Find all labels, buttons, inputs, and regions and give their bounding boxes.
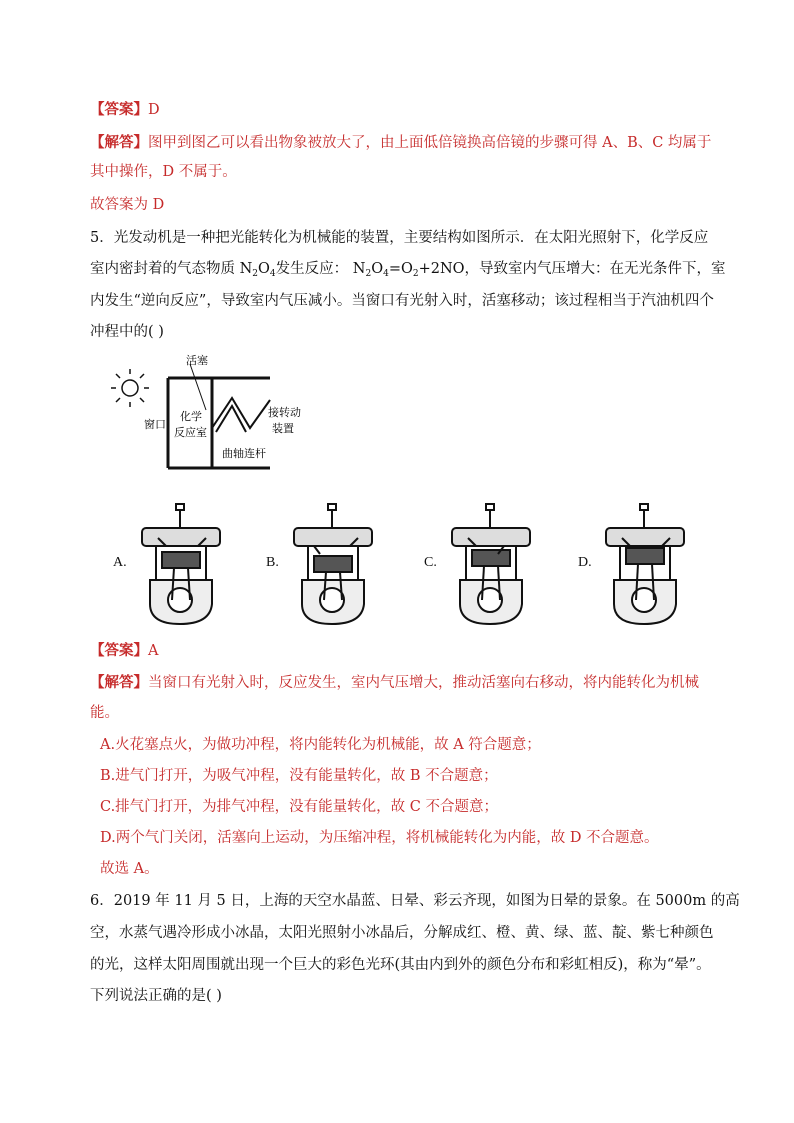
label-rotate-2: 装置 (272, 422, 294, 435)
answer-tag: 【答案】 (90, 642, 148, 659)
q5-text: +2NO，导致室内气压增大：在无光条件下，室 (418, 261, 726, 277)
label-piston: 活塞 (186, 354, 208, 367)
q5-line-3: 内发生“逆向反应”，导致室内气压减小。当窗口有光射入时，活塞移动；该过程相当于汽油机四个 (90, 293, 714, 309)
explain-5-option-d: D.两个气门关闭，活塞向上运动，为压缩冲程，将机械能转化为内能，故 D 不合题意。 (100, 830, 659, 846)
explain-tag: 【解答】 (90, 134, 148, 151)
label-chamber-1: 化学 (180, 410, 202, 423)
explain-5-option-a: A.火花塞点火，为做功冲程，将内能转化为机械能，故 A 符合题意； (100, 737, 541, 753)
light-engine-diagram (110, 350, 320, 485)
q6-line-4: 下列说法正确的是( ) (90, 988, 222, 1004)
explain-4-line-2: 其中操作，D 不属于。 (90, 164, 237, 180)
label-crank: 曲轴连杆 (222, 447, 266, 460)
q6-line-2: 空，水蒸气遇冷形成小冰晶，太阳光照射小冰晶后，分解成红、橙、黄、绿、蓝、靛、紫七种颜色 (90, 925, 714, 941)
answer-5-line (90, 641, 158, 661)
q6-line-3: 的光，这样太阳周围就出现一个巨大的彩色光环(其由内到外的颜色分布和彩虹相反)，称为“晕”。 (90, 957, 711, 973)
subscript: 2 (252, 269, 259, 279)
option-c-label: C. (424, 555, 437, 570)
answer-value: A (148, 643, 159, 659)
subscript: 2 (365, 269, 372, 279)
piston-pointer (190, 364, 206, 410)
answer-tag: 【答案】 (90, 101, 148, 118)
explain-4-line-1 (90, 133, 711, 153)
q5-text: =O (388, 261, 413, 277)
sun-icon (111, 369, 149, 407)
option-b-label: B. (266, 555, 279, 570)
label-window: 窗口 (144, 418, 166, 431)
option-a-label: A. (113, 555, 127, 570)
subscript: 4 (269, 269, 276, 279)
engine-c-image (438, 500, 558, 630)
subscript: 4 (383, 269, 389, 279)
explain-text: 图甲到图乙可以看出物象被放大了，由上面低倍镜换高倍镜的步骤可得 A、B、C 均属于 (148, 135, 712, 151)
q5-text: O (258, 261, 270, 277)
explain-5-line-1 (90, 673, 699, 693)
answer-4-line (90, 100, 160, 120)
label-rotate-1: 接转动 (268, 406, 301, 419)
q5-line-1: 5．光发动机是一种把光能转化为机械能的装置，主要结构如图所示．在太阳光照射下，化学反应 (90, 230, 709, 246)
q5-line-2 (90, 259, 726, 284)
explain-tag: 【解答】 (90, 674, 148, 691)
subscript: 2 (412, 269, 419, 279)
explain-5-option-b: B.进气门打开，为吸气冲程，没有能量转化，故 B 不合题意； (100, 768, 498, 784)
q5-text: 发生反应： N (275, 261, 366, 277)
explain-5-option-c: C.排气门打开，为排气冲程，没有能量转化，故 C 不合题意； (100, 799, 498, 815)
option-d-label: D. (578, 555, 592, 570)
explain-text: 当窗口有光射入时，反应发生，室内气压增大，推动活塞向右移动，将内能转化为机械 (148, 675, 699, 691)
explain-4-conclusion: 故答案为 D (90, 197, 165, 213)
q6-line-1: 6．2019 年 11 月 5 日，上海的天空水晶蓝、日晕、彩云齐现，如图为日晕的景象。在 5000m 的高 (90, 893, 740, 909)
crank-rod (212, 398, 270, 432)
q5-line-4: 冲程中的( ) (90, 324, 164, 340)
engine-d-image (592, 500, 712, 630)
answer-value: D (148, 102, 160, 118)
engine-b-image (280, 500, 400, 630)
q5-text: 室内密封着的气态物质 N (90, 261, 253, 277)
explain-5-choose: 故选 A。 (100, 861, 159, 877)
engine-a-image (128, 500, 248, 630)
label-chamber-2: 反应室 (174, 426, 207, 439)
explain-5-line-2: 能。 (90, 705, 119, 721)
q5-text: O (371, 261, 384, 277)
